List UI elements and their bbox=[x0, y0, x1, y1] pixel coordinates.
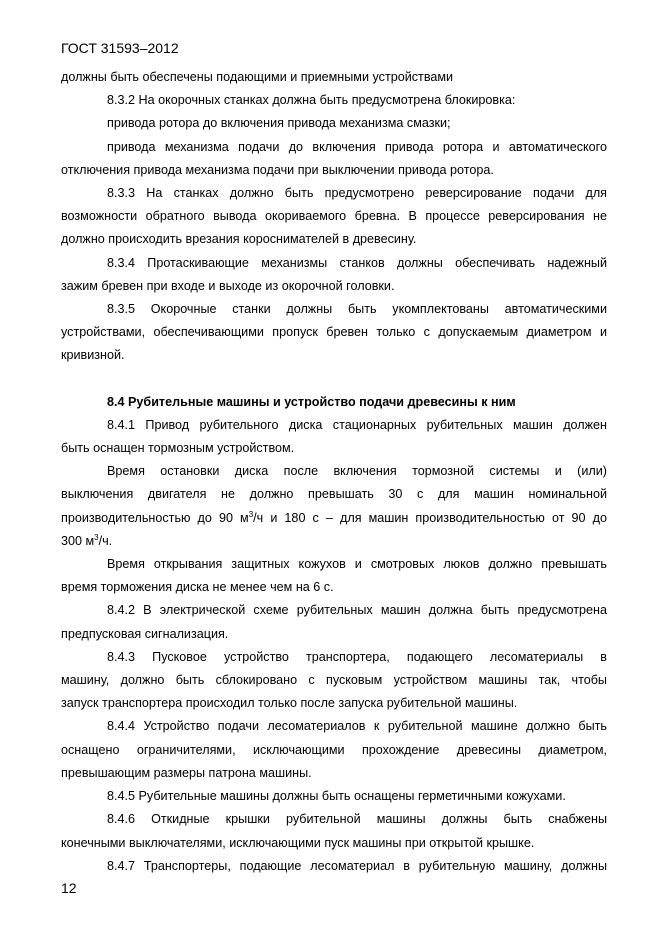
text-line: должно происходить врезания короснимателей в древесину. bbox=[61, 232, 417, 247]
text-line: 8.4.7 Транспортеры, подающие лесоматериал в рубительную машину, должны bbox=[107, 858, 607, 873]
paragraph-feed-drive bbox=[61, 136, 607, 182]
document-body bbox=[61, 66, 607, 878]
text-line: 8.4.1 Привод рубительного диска стационарных рубительных машин должен bbox=[107, 417, 607, 432]
paragraph-opening-time bbox=[61, 553, 607, 599]
text-line: 8.4.4 Устройство подачи лесоматериалов к рубительной машине должно быть bbox=[107, 719, 607, 734]
paragraph-8-4-7 bbox=[61, 855, 607, 878]
paragraph-8-4-2 bbox=[61, 599, 607, 645]
paragraph-continuation bbox=[61, 66, 607, 89]
text-line: быть оснащен тормозным устройством. bbox=[61, 441, 295, 456]
paragraph-8-4-5 bbox=[61, 785, 607, 808]
section-heading-8-4: 8.4 Рубительные машины и устройство подачи древесины к ним bbox=[107, 394, 516, 409]
paragraph-8-4-3 bbox=[61, 646, 607, 716]
paragraph-8-4-6 bbox=[61, 808, 607, 854]
text-line: конечными выключателями, исключающими пуск машины при открытой крышке. bbox=[61, 835, 535, 850]
paragraph-8-4-4 bbox=[61, 715, 607, 785]
paragraph-8-4-1 bbox=[61, 414, 607, 460]
text-fragment: /ч и 180 с – для машин производительностью от 90 до bbox=[253, 510, 607, 525]
text-line: 8.3.4 Протаскивающие механизмы станков должны обеспечивать надежный bbox=[107, 255, 607, 270]
text-line: Время открывания защитных кожухов и смотровых люков должно превышать bbox=[107, 557, 607, 572]
paragraph-8-3-5 bbox=[61, 298, 607, 368]
text-line: 8.4.6 Откидные крышки рубительной машины должны быть снабжены bbox=[107, 812, 607, 827]
text-line bbox=[61, 530, 607, 553]
paragraph-8-3-2 bbox=[61, 89, 607, 112]
text-fragment: производительностью до 90 м bbox=[61, 510, 249, 525]
paragraph-stop-time bbox=[61, 460, 607, 553]
text-fragment: /ч. bbox=[98, 533, 113, 548]
text-line: Время остановки диска после включения тормозной системы и (или) bbox=[107, 464, 607, 479]
text-line: 8.4.5 Рубительные машины должны быть оснащены герметичными кожухами. bbox=[107, 789, 566, 804]
text-fragment: 300 м bbox=[61, 533, 95, 548]
text-line: должны быть обеспечены подающими и приемными устройствами bbox=[61, 70, 454, 84]
document-header: ГОСТ 31593–2012 bbox=[61, 40, 179, 56]
text-line: устройствами, обеспечивающими пропуск бревен только с допускаемым диаметром и bbox=[61, 325, 607, 340]
paragraph-8-3-4 bbox=[61, 252, 607, 298]
text-line: привода механизма подачи до включения привода ротора и автоматического bbox=[107, 139, 607, 154]
text-line: зажим бревен при входе и выходе из окорочной головки. bbox=[61, 278, 395, 293]
text-line: превышающим размеры патрона машины. bbox=[61, 765, 312, 780]
text-line: привода ротора до включения привода механизма смазки; bbox=[107, 116, 451, 131]
text-line: 8.3.3 На станках должно быть предусмотрено реверсирование подачи для bbox=[107, 186, 607, 201]
superscript: 3 bbox=[94, 532, 99, 542]
text-line: 8.4.2 В электрической схеме рубительных машин должна быть предусмотрена bbox=[107, 603, 607, 618]
text-line: 8.3.2 На окорочных станках должна быть предусмотрена блокировка: bbox=[107, 93, 516, 108]
text-line: предпусковая сигнализация. bbox=[61, 626, 229, 641]
page-number: 12 bbox=[61, 880, 77, 896]
text-line bbox=[61, 507, 607, 530]
paragraph-8-3-3 bbox=[61, 182, 607, 252]
text-line: 8.4.3 Пусковое устройство транспортера, подающего лесоматериалы в bbox=[107, 649, 607, 664]
text-line: возможности обратного вывода окориваемого бревна. В процессе реверсирования не bbox=[61, 209, 607, 224]
superscript: 3 bbox=[248, 509, 254, 519]
text-line: машину, должно быть сблокировано с пусковым устройством машины так, чтобы bbox=[61, 673, 607, 688]
text-line: оснащено ограничителями, исключающими прохождение древесины диаметром, bbox=[61, 742, 607, 757]
text-line: кривизной. bbox=[61, 348, 125, 363]
paragraph-rotor-drive bbox=[61, 112, 607, 135]
text-line: выключения двигателя не должно превышать 30 с для машин номинальной bbox=[61, 487, 607, 502]
text-line: время торможения диска не менее чем на 6 с. bbox=[61, 580, 334, 595]
text-line: запуск транспортера происходил только после запуска рубительной машины. bbox=[61, 696, 518, 711]
text-line: отключения привода механизма подачи при выключении привода ротора. bbox=[61, 162, 494, 177]
text-line: 8.3.5 Окорочные станки должны быть укомплектованы автоматическими bbox=[107, 302, 607, 317]
